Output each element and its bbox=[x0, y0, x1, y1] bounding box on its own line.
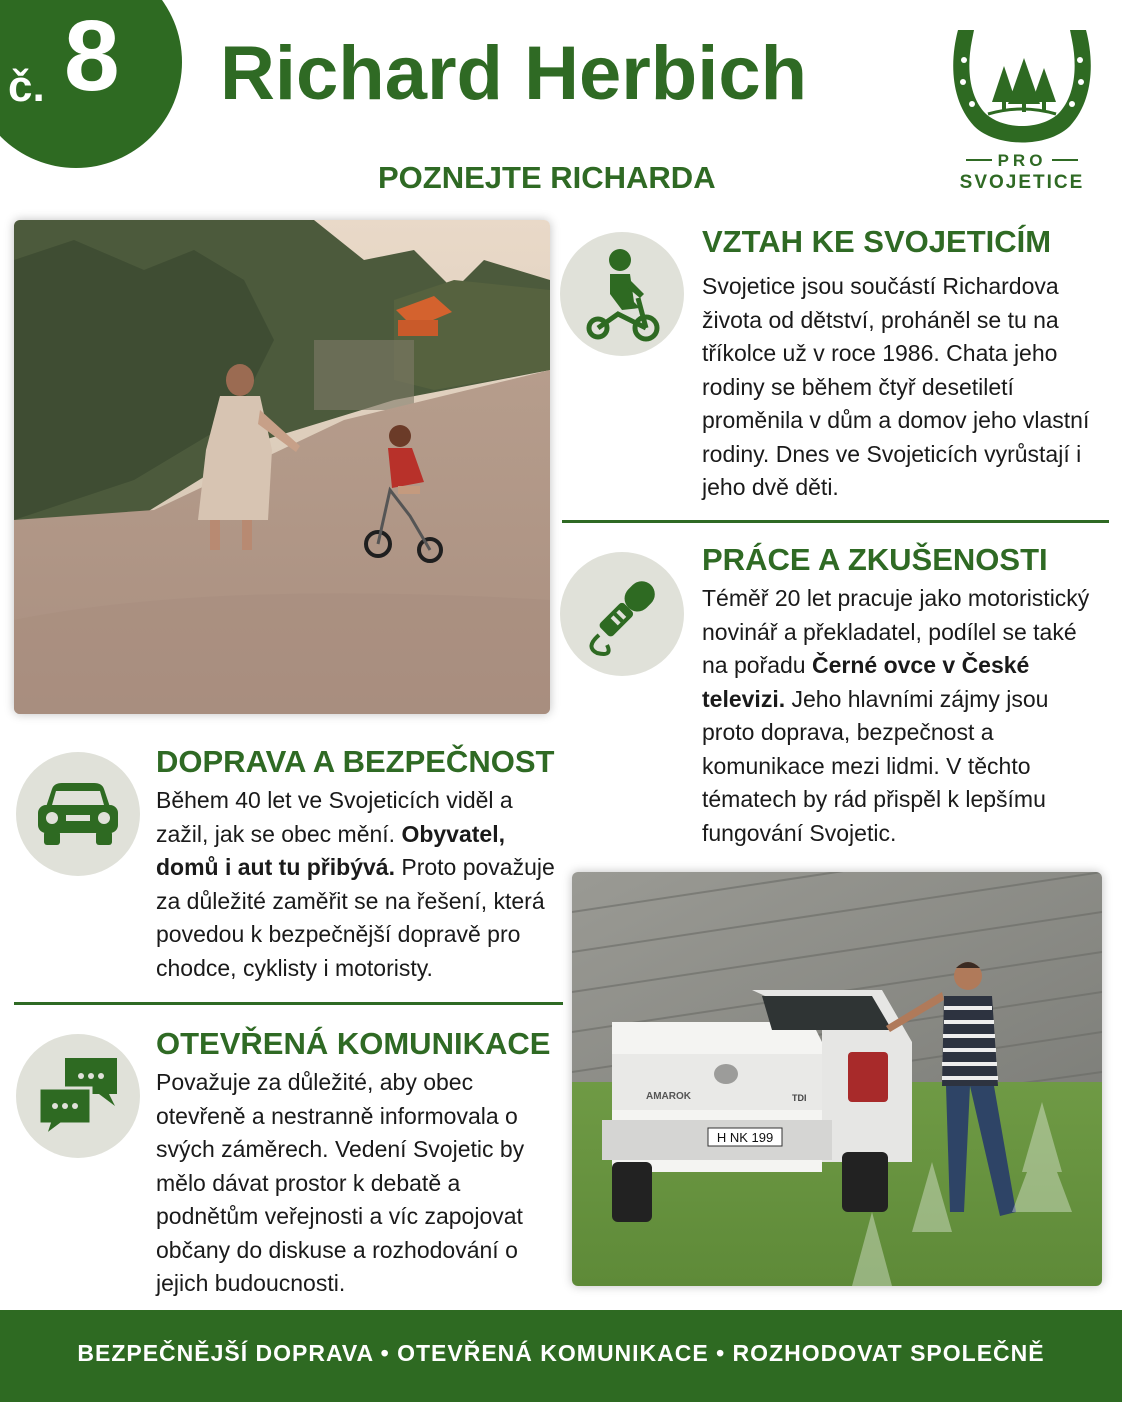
candidate-name: Richard Herbich bbox=[220, 31, 808, 116]
work-heading: PRÁCE A ZKUŠENOSTI bbox=[702, 542, 1048, 577]
car-photo bbox=[572, 872, 1102, 1286]
traffic-text bbox=[156, 784, 562, 985]
chat-bubbles-icon bbox=[35, 1054, 121, 1138]
page-subtitle: POZNEJTE RICHARDA bbox=[378, 160, 716, 195]
footer-bar bbox=[0, 1310, 1122, 1402]
work-text-part2: Jeho hlavními zájmy jsou proto doprava, bezpečnost a komunikace mezi lidmi. V těchto tématech by rád přispěl k lepšímu fungování Svojetic. bbox=[702, 685, 1049, 846]
logo-text-pro: PRO bbox=[944, 151, 1100, 171]
relation-heading: VZTAH KE SVOJETICÍM bbox=[702, 224, 1052, 259]
traffic-icon-badge bbox=[16, 752, 140, 876]
car-engine-badge: TDI bbox=[792, 1093, 807, 1103]
communication-heading: OTEVŘENÁ KOMUNIKACE bbox=[156, 1026, 551, 1061]
traffic-heading: DOPRAVA A BEZPEČNOST bbox=[156, 744, 555, 779]
work-text-highlight: Černé ovce v České televizi. bbox=[702, 652, 1030, 712]
traffic-text-part2: Proto považuje za důležité zaměřit se na řešení, která povedou k bezpečnější dopravě pro chodce, cyklisty i motoristy. bbox=[156, 854, 555, 981]
candidate-number: 8 bbox=[64, 0, 120, 112]
work-icon-badge bbox=[560, 552, 684, 676]
relation-icon-badge bbox=[560, 232, 684, 356]
communication-icon-badge bbox=[16, 1034, 140, 1158]
horseshoe-with-trees-icon bbox=[944, 20, 1100, 150]
relation-text: Svojetice jsou součástí Richardova života od dětství, proháněl se tu na tříkolce už v roce 1986. Chata jeho rodiny se během čtyř desetiletí proměnila v dům a domov jeho vlastní rodiny. Dnes ve Svojeticích vyrůstají i jeho dvě děti. bbox=[702, 273, 1090, 500]
child-on-tricycle-icon bbox=[582, 244, 662, 344]
section-divider bbox=[14, 1002, 563, 1005]
work-text bbox=[702, 582, 1102, 850]
communication-text: Považuje za důležité, aby obec otevřeně a nestranně informovala o svých záměrech. Vedení Svojetic by mělo dávat prostor k debatě a podnětům veřejnosti a víc zapojovat občany do diskuse a rozhodování o jejich budoucnosti. bbox=[156, 1069, 525, 1296]
work-text-part1: Téměř 20 let pracuje jako motoristický novinář a překladatel, podílel se také na pořadu bbox=[702, 585, 1090, 678]
section-divider bbox=[562, 520, 1109, 523]
candidate-number-prefix: č. bbox=[8, 62, 45, 111]
traffic-text-highlight: Obyvatel, domů i aut tu přibývá. bbox=[156, 820, 505, 880]
traffic-text-part1: Během 40 let ve Svojeticích viděl a zažil, jak se obec mění. bbox=[156, 787, 513, 847]
car-model-badge: AMAROK bbox=[646, 1091, 691, 1102]
footer-slogan: BEZPEČNĚJŠÍ DOPRAVA • OTEVŘENÁ KOMUNIKACE • ROZHODOVAT SPOLEČNĚ bbox=[77, 1340, 1045, 1366]
pro-svojetice-logo bbox=[944, 20, 1100, 196]
childhood-photo bbox=[14, 220, 550, 714]
license-plate: H NK 199 bbox=[716, 1130, 774, 1145]
logo-text-svojetice: SVOJETICE bbox=[959, 172, 1085, 193]
microphone-icon bbox=[577, 569, 667, 659]
car-icon bbox=[36, 781, 120, 847]
